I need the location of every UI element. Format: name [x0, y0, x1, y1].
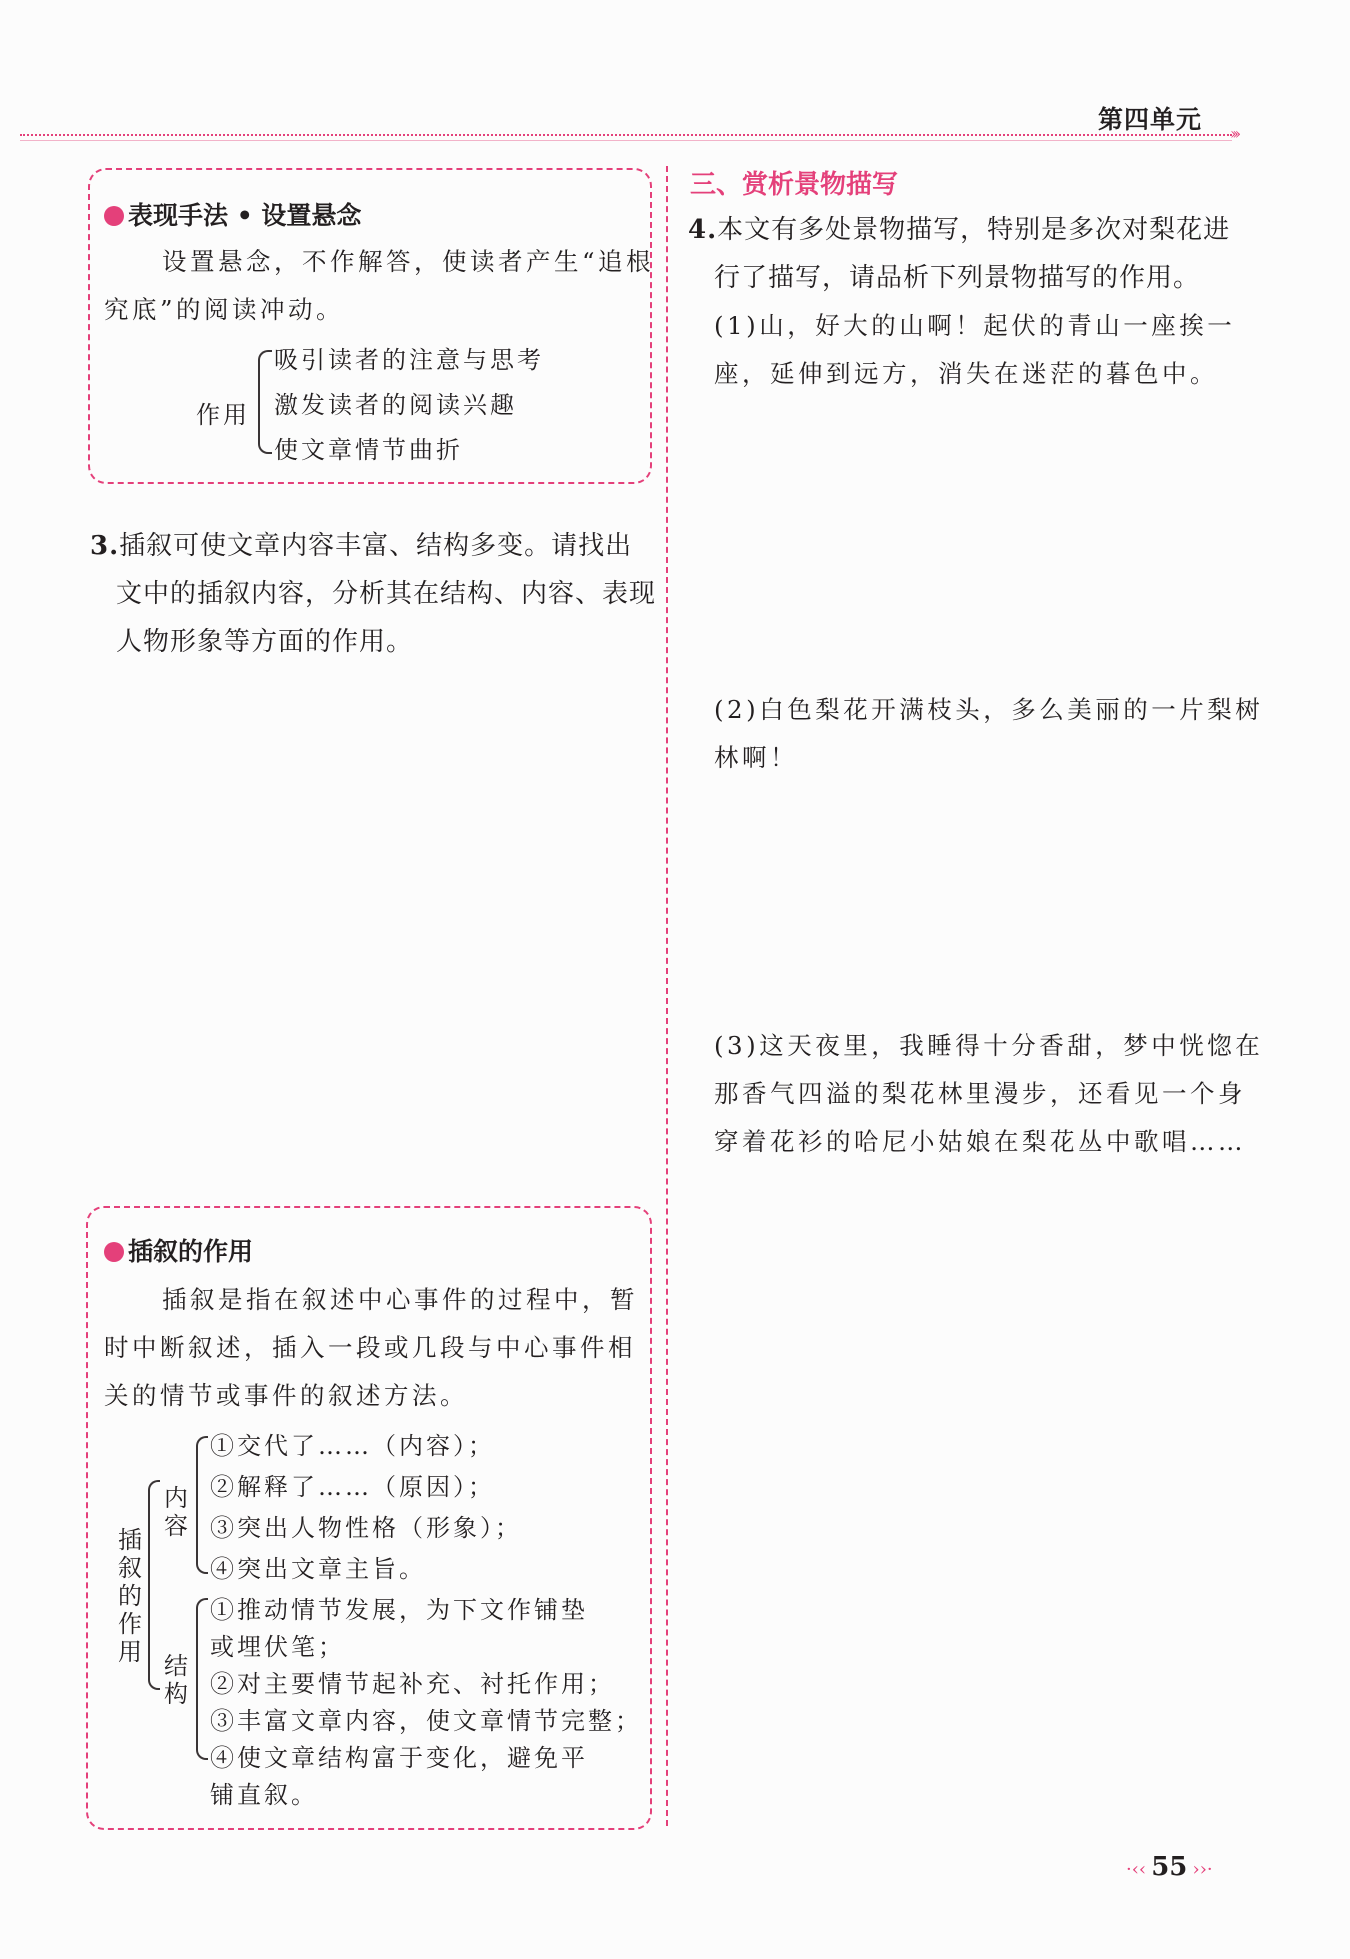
page-deco-right-icon: ››·	[1192, 1859, 1213, 1880]
answer-space-q4-2[interactable]	[690, 790, 1250, 1020]
question-text: 插叙可使文章内容丰富、结构多变。请找出	[119, 531, 633, 561]
diagram-item: ①推动情节发展，为下文作铺垫	[210, 1596, 588, 1624]
tip-body-line: 插叙是指在叙述中心事件的过程中，暂	[162, 1285, 638, 1314]
diagram-item: ②解释了……（原因）；	[210, 1473, 495, 1501]
sub-question-3: (3)这天夜里，我睡得十分香甜，梦中恍惚在	[714, 1031, 1264, 1060]
sub-question-2: (2)白色梨花开满枝头，多么美丽的一片梨树	[714, 695, 1264, 724]
question-text: 行了描写，请品析下列景物描写的作用。	[714, 263, 1201, 293]
effect-item: 激发读者的阅读兴趣	[274, 391, 517, 419]
unit-title: 第四单元	[1098, 105, 1203, 134]
header-rule-thin	[20, 140, 1232, 141]
sub-question-1: 座，延伸到远方，消失在迷茫的暮色中。	[714, 359, 1218, 388]
sub-question-1: (1)山，好大的山啊！起伏的青山一座挨一	[714, 311, 1236, 340]
sub-question-3: 那香气四溢的梨花林里漫步，还看见一个身	[714, 1079, 1246, 1108]
question-3	[90, 522, 632, 570]
diagram-item: 铺直叙。	[210, 1781, 318, 1809]
tip-body-line: 设置悬念，不作解答，使读者产生“追根	[162, 247, 655, 276]
tip-body-line: 关的情节或事件的叙述方法。	[104, 1381, 468, 1410]
diagram-item: ③突出人物性格（形象）；	[210, 1514, 522, 1542]
bullet-dot-icon	[104, 1242, 124, 1262]
diagram-root-label: 插 叙 的 作 用	[118, 1526, 142, 1666]
sub-question-3: 穿着花衫的哈尼小姑娘在梨花丛中歌唱……	[714, 1127, 1246, 1156]
diagram-item: ④使文章结构富于变化，避免平	[210, 1744, 588, 1772]
tip-body-line: 时中断叙述，插入一段或几段与中心事件相	[104, 1333, 636, 1362]
answer-space-q3[interactable]	[90, 670, 650, 1190]
brace-icon	[196, 1598, 208, 1760]
brace-icon	[196, 1436, 208, 1574]
diagram-item: ①交代了……（内容）；	[210, 1432, 495, 1460]
brace-icon	[258, 350, 272, 454]
question-text: 本文有多处景物描写，特别是多次对梨花进	[717, 215, 1231, 245]
tip-title-text: 插叙的作用	[128, 1237, 254, 1266]
tip-title-text: 表现手法 • 设置悬念	[128, 201, 362, 230]
diagram-item: ④突出文章主旨。	[210, 1555, 426, 1583]
question-text: 人物形象等方面的作用。	[116, 627, 414, 657]
diagram-item: ②对主要情节起补充、衬托作用；	[210, 1670, 615, 1698]
question-text: 文中的插叙内容，分析其在结构、内容、表现	[116, 579, 657, 609]
question-4	[688, 206, 1230, 254]
sub-question-2: 林啊！	[714, 743, 798, 772]
diagram-structure-label: 结 构	[164, 1652, 188, 1708]
question-number: 3.	[90, 531, 120, 561]
page-deco-left-icon: ·‹‹	[1126, 1859, 1147, 1880]
brace-icon	[148, 1480, 160, 1690]
bullet-dot-icon	[104, 206, 124, 226]
diagram-item: ③丰富文章内容，使文章情节完整；	[210, 1707, 642, 1735]
answer-space-q4-1[interactable]	[690, 406, 1250, 676]
tip-box-suspense-title	[104, 196, 361, 232]
question-number: 4.	[688, 215, 718, 245]
page-number-badge	[1126, 1852, 1213, 1882]
effect-item: 使文章情节曲折	[274, 436, 463, 464]
header-rule	[20, 134, 1232, 136]
diagram-item: 或埋伏笔；	[210, 1633, 345, 1661]
section-title: 三、赏析景物描写	[690, 170, 899, 200]
tip-box-flashback-title	[104, 1232, 253, 1268]
page-number: 55	[1151, 1852, 1188, 1882]
column-divider	[666, 166, 668, 1826]
effect-item: 吸引读者的注意与思考	[274, 346, 544, 374]
answer-space-q4-3[interactable]	[690, 1176, 1250, 1776]
tip-body-line: 究底”的阅读冲动。	[104, 295, 345, 324]
diagram-content-label: 内 容	[164, 1484, 188, 1540]
header-arrows-icon: ›››	[1230, 124, 1238, 143]
effect-label: 作用	[196, 401, 250, 429]
